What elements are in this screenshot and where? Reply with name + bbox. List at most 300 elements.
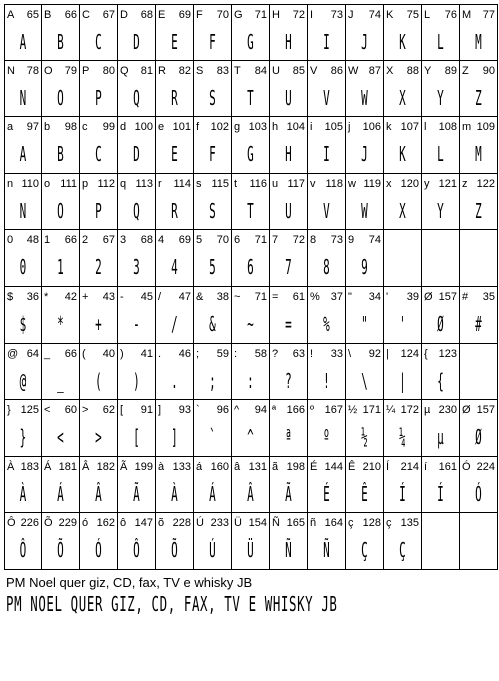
glyph-label bbox=[7, 233, 39, 247]
glyph-label bbox=[348, 177, 381, 191]
glyph-cell bbox=[156, 117, 194, 174]
glyph-label bbox=[310, 120, 343, 134]
glyph-sample: Â bbox=[95, 482, 102, 506]
glyph-sample: Z bbox=[475, 86, 482, 110]
glyph-cell bbox=[118, 400, 156, 457]
glyph-code: 58 bbox=[254, 348, 267, 360]
glyph-label bbox=[310, 8, 343, 22]
glyph-label bbox=[158, 64, 191, 78]
glyph-sample: M bbox=[475, 142, 482, 166]
glyph-code: 43 bbox=[102, 291, 115, 303]
glyph-code: 100 bbox=[134, 121, 153, 133]
glyph-sample: Ñ bbox=[285, 538, 292, 562]
glyph-cell bbox=[422, 117, 460, 174]
glyph-label bbox=[44, 347, 77, 361]
glyph-cell bbox=[346, 344, 384, 400]
glyph-character: D bbox=[120, 9, 128, 21]
glyph-character: . bbox=[158, 348, 162, 360]
glyph-label bbox=[82, 403, 115, 417]
glyph-code: 120 bbox=[400, 178, 419, 190]
glyph-cell bbox=[118, 117, 156, 174]
glyph-character: _ bbox=[44, 348, 51, 360]
glyph-code: 82 bbox=[178, 65, 191, 77]
glyph-sample: E bbox=[171, 30, 178, 54]
glyph-cell bbox=[384, 344, 422, 400]
glyph-cell bbox=[308, 344, 346, 400]
glyph-code: 122 bbox=[476, 178, 495, 190]
glyph-label bbox=[44, 120, 77, 134]
glyph-cell bbox=[460, 513, 498, 570]
glyph-character: m bbox=[462, 121, 472, 133]
glyph-label bbox=[234, 233, 267, 247]
glyph-sample: W bbox=[361, 199, 368, 223]
glyph-sample: S bbox=[209, 86, 216, 110]
glyph-character: Ø bbox=[424, 291, 433, 303]
glyph-label bbox=[272, 8, 305, 22]
glyph-sample: @ bbox=[19, 369, 27, 393]
glyph-character: X bbox=[386, 65, 394, 77]
glyph-label bbox=[120, 347, 153, 361]
glyph-sample: O bbox=[57, 86, 64, 110]
glyph-sample: J bbox=[361, 142, 368, 166]
glyph-sample: Ñ bbox=[323, 538, 330, 562]
glyph-character: Ô bbox=[7, 517, 16, 529]
glyph-code: 171 bbox=[362, 404, 381, 416]
glyph-sample: Y bbox=[437, 199, 444, 223]
glyph-cell bbox=[308, 61, 346, 117]
glyph-label bbox=[82, 120, 115, 134]
glyph-character: h bbox=[272, 121, 279, 133]
glyph-cell bbox=[460, 117, 498, 174]
glyph-sample: ! bbox=[323, 369, 330, 393]
glyph-character: Õ bbox=[44, 517, 53, 529]
glyph-cell bbox=[232, 344, 270, 400]
glyph-sample: L bbox=[437, 30, 444, 54]
glyph-code: 90 bbox=[482, 65, 495, 77]
glyph-label bbox=[348, 290, 381, 304]
glyph-code: 110 bbox=[21, 178, 39, 190]
glyph-sample: K bbox=[399, 142, 406, 166]
glyph-label bbox=[196, 177, 229, 191]
sample-rendered-text: PM NOEL QUER GIZ, CD, FAX, TV E WHISKY JB bbox=[6, 592, 338, 616]
glyph-label bbox=[158, 233, 191, 247]
glyph-character: $ bbox=[7, 291, 14, 303]
glyph-sample: Ã bbox=[285, 482, 292, 506]
glyph-character: Ó bbox=[462, 461, 471, 473]
glyph-character: % bbox=[310, 291, 320, 303]
glyph-sample: V bbox=[323, 199, 330, 223]
glyph-sample: X bbox=[399, 199, 406, 223]
glyph-character: z bbox=[462, 178, 468, 190]
glyph-character: N bbox=[7, 65, 15, 77]
glyph-cell bbox=[80, 400, 118, 457]
glyph-code: 38 bbox=[216, 291, 229, 303]
glyph-label bbox=[44, 290, 77, 304]
glyph-character: A bbox=[7, 9, 15, 21]
glyph-character: Í bbox=[386, 461, 390, 473]
glyph-cell bbox=[194, 117, 232, 174]
glyph-label bbox=[462, 8, 495, 22]
glyph-character: | bbox=[386, 348, 389, 360]
glyph-character: ! bbox=[310, 348, 314, 360]
glyph-sample: A bbox=[19, 142, 27, 166]
glyph-cell bbox=[232, 513, 270, 570]
glyph-code: 116 bbox=[249, 178, 267, 190]
glyph-sample: ª bbox=[285, 425, 292, 449]
glyph-character: µ bbox=[424, 404, 431, 416]
glyph-code: 67 bbox=[102, 9, 115, 21]
glyph-code: 162 bbox=[96, 517, 115, 529]
glyph-sample: 0 bbox=[19, 255, 27, 279]
glyph-character: r bbox=[158, 178, 162, 190]
glyph-label bbox=[120, 233, 153, 247]
glyph-sample: Ú bbox=[209, 538, 216, 562]
glyph-sample: Ø bbox=[437, 312, 444, 336]
glyph-label bbox=[348, 233, 381, 247]
glyph-sample: Á bbox=[57, 482, 64, 506]
glyph-code: 72 bbox=[292, 234, 305, 246]
glyph-sample: > bbox=[95, 425, 102, 449]
glyph-code: 131 bbox=[248, 461, 267, 473]
glyph-cell bbox=[4, 513, 42, 570]
glyph-character: > bbox=[82, 404, 89, 416]
glyph-label bbox=[424, 347, 457, 361]
glyph-code: 117 bbox=[287, 178, 305, 190]
glyph-code: 75 bbox=[406, 9, 419, 21]
glyph-sample: Ø bbox=[475, 425, 482, 449]
glyph-cell bbox=[156, 287, 194, 344]
glyph-label bbox=[424, 177, 457, 191]
glyph-character: } bbox=[7, 404, 11, 416]
glyph-code: 59 bbox=[216, 348, 229, 360]
glyph-label bbox=[120, 460, 153, 474]
glyph-label bbox=[386, 64, 419, 78]
glyph-label bbox=[196, 64, 229, 78]
glyph-cell bbox=[118, 174, 156, 230]
glyph-cell bbox=[42, 457, 80, 513]
glyph-cell bbox=[422, 4, 460, 61]
glyph-character: Ü bbox=[234, 517, 242, 529]
glyph-code: 166 bbox=[286, 404, 305, 416]
glyph-code: 230 bbox=[438, 404, 457, 416]
glyph-character: { bbox=[424, 348, 428, 360]
glyph-character: õ bbox=[158, 517, 165, 529]
glyph-cell bbox=[308, 400, 346, 457]
glyph-character: S bbox=[196, 65, 204, 77]
glyph-label bbox=[424, 8, 457, 22]
glyph-sample: $ bbox=[19, 312, 27, 336]
glyph-label bbox=[310, 460, 343, 474]
glyph-code: 167 bbox=[324, 404, 343, 416]
glyph-cell bbox=[156, 513, 194, 570]
glyph-character: à bbox=[158, 461, 165, 473]
glyph-code: 66 bbox=[64, 234, 77, 246]
glyph-character: ½ bbox=[348, 404, 358, 416]
glyph-label bbox=[234, 177, 267, 191]
glyph-label bbox=[310, 516, 343, 530]
glyph-label bbox=[7, 403, 39, 417]
glyph-character: P bbox=[82, 65, 90, 77]
glyph-code: 85 bbox=[292, 65, 305, 77]
glyph-code: 121 bbox=[438, 178, 457, 190]
glyph-sample: / bbox=[171, 312, 178, 336]
glyph-label bbox=[234, 460, 267, 474]
glyph-label bbox=[7, 516, 39, 530]
glyph-label bbox=[196, 460, 229, 474]
glyph-sample: 9 bbox=[361, 255, 368, 279]
glyph-cell bbox=[384, 230, 422, 287]
glyph-character: H bbox=[272, 9, 280, 21]
glyph-character: < bbox=[44, 404, 51, 416]
glyph-character: Á bbox=[44, 461, 52, 473]
glyph-character: â bbox=[234, 461, 241, 473]
glyph-label bbox=[424, 64, 457, 78]
glyph-code: 112 bbox=[97, 178, 115, 190]
glyph-sample: Ó bbox=[95, 538, 102, 562]
glyph-cell bbox=[460, 457, 498, 513]
glyph-cell bbox=[384, 513, 422, 570]
glyph-code: 35 bbox=[482, 291, 495, 303]
glyph-sample: [ bbox=[133, 425, 140, 449]
glyph-code: 65 bbox=[26, 9, 39, 21]
glyph-code: 62 bbox=[102, 404, 115, 416]
glyph-cell bbox=[194, 174, 232, 230]
glyph-label bbox=[348, 516, 381, 530]
glyph-sample: E bbox=[171, 142, 178, 166]
glyph-sample: & bbox=[209, 312, 216, 336]
glyph-character: Ã bbox=[120, 461, 128, 473]
glyph-character: f bbox=[196, 121, 200, 133]
glyph-cell bbox=[156, 4, 194, 61]
glyph-cell bbox=[308, 117, 346, 174]
glyph-character: ) bbox=[120, 348, 124, 360]
glyph-cell bbox=[346, 61, 384, 117]
glyph-label bbox=[462, 290, 495, 304]
glyph-character: ô bbox=[120, 517, 127, 529]
glyph-cell bbox=[42, 117, 80, 174]
glyph-sample: µ bbox=[437, 425, 444, 449]
glyph-cell bbox=[4, 174, 42, 230]
glyph-code: 111 bbox=[60, 178, 77, 190]
glyph-label bbox=[310, 347, 343, 361]
glyph-label bbox=[386, 177, 419, 191]
glyph-label bbox=[272, 516, 305, 530]
glyph-cell bbox=[270, 287, 308, 344]
glyph-code: 118 bbox=[325, 178, 343, 190]
glyph-character: É bbox=[310, 461, 318, 473]
glyph-sample: B bbox=[57, 142, 64, 166]
glyph-code: 83 bbox=[216, 65, 229, 77]
glyph-sample: { bbox=[437, 369, 444, 393]
glyph-character: 6 bbox=[234, 234, 241, 246]
glyph-code: 36 bbox=[26, 291, 39, 303]
glyph-label bbox=[386, 403, 419, 417]
glyph-cell bbox=[80, 457, 118, 513]
glyph-code: 144 bbox=[324, 461, 343, 473]
glyph-code: 125 bbox=[20, 404, 39, 416]
glyph-cell bbox=[346, 230, 384, 287]
glyph-sample: T bbox=[247, 86, 254, 110]
glyph-character: Ø bbox=[462, 404, 471, 416]
glyph-label bbox=[234, 64, 267, 78]
glyph-cell bbox=[42, 513, 80, 570]
glyph-cell bbox=[42, 287, 80, 344]
glyph-label bbox=[196, 347, 229, 361]
glyph-character: - bbox=[120, 291, 124, 303]
glyph-label bbox=[82, 8, 115, 22]
glyph-label bbox=[44, 233, 77, 247]
glyph-sample: ) bbox=[133, 369, 140, 393]
glyph-cell bbox=[422, 61, 460, 117]
glyph-cell bbox=[156, 457, 194, 513]
glyph-sample: 3 bbox=[133, 255, 140, 279]
glyph-character: ~ bbox=[234, 291, 241, 303]
glyph-cell bbox=[194, 400, 232, 457]
glyph-character: w bbox=[348, 178, 356, 190]
glyph-character: a bbox=[7, 121, 14, 133]
glyph-sample: À bbox=[19, 482, 27, 506]
glyph-character: K bbox=[386, 9, 394, 21]
glyph-sample: _ bbox=[57, 369, 64, 393]
glyph-code: 228 bbox=[172, 517, 191, 529]
glyph-cell bbox=[346, 457, 384, 513]
glyph-cell bbox=[270, 61, 308, 117]
glyph-sample: ~ bbox=[247, 312, 254, 336]
glyph-sample: Y bbox=[437, 86, 444, 110]
glyph-sample: Q bbox=[133, 199, 140, 223]
glyph-character: ' bbox=[386, 291, 389, 303]
glyph-sample: C bbox=[95, 142, 102, 166]
glyph-sample: R bbox=[171, 86, 178, 110]
glyph-label bbox=[196, 403, 229, 417]
glyph-character: 8 bbox=[310, 234, 317, 246]
glyph-sample: X bbox=[399, 86, 406, 110]
glyph-code: 80 bbox=[102, 65, 115, 77]
glyph-cell bbox=[270, 344, 308, 400]
glyph-sample: M bbox=[475, 30, 482, 54]
glyph-cell bbox=[118, 287, 156, 344]
glyph-label bbox=[272, 347, 305, 361]
glyph-code: 182 bbox=[96, 461, 115, 473]
glyph-label bbox=[82, 64, 115, 78]
glyph-label bbox=[272, 120, 305, 134]
glyph-sample: G bbox=[247, 30, 254, 54]
glyph-sample: C bbox=[95, 30, 102, 54]
glyph-sample: + bbox=[95, 312, 102, 336]
glyph-sample: ^ bbox=[247, 425, 254, 449]
glyph-character: 5 bbox=[196, 234, 203, 246]
glyph-sample: Ê bbox=[361, 482, 368, 506]
glyph-label bbox=[82, 177, 115, 191]
glyph-character: Ñ bbox=[272, 517, 280, 529]
glyph-sample: D bbox=[133, 142, 140, 166]
glyph-cell bbox=[460, 400, 498, 457]
glyph-code: 78 bbox=[26, 65, 39, 77]
glyph-sample: Ã bbox=[133, 482, 140, 506]
glyph-character: G bbox=[234, 9, 243, 21]
glyph-sample: 5 bbox=[209, 255, 216, 279]
glyph-label bbox=[158, 403, 191, 417]
glyph-sample: } bbox=[19, 425, 27, 449]
glyph-label bbox=[120, 64, 153, 78]
glyph-sample: Ç bbox=[361, 538, 368, 562]
glyph-sample: Ü bbox=[247, 538, 254, 562]
glyph-character: Q bbox=[120, 65, 129, 77]
glyph-character: Z bbox=[462, 65, 469, 77]
glyph-label bbox=[7, 290, 39, 304]
glyph-sample: ½ bbox=[361, 425, 368, 449]
glyph-cell bbox=[194, 457, 232, 513]
glyph-sample: < bbox=[57, 425, 64, 449]
glyph-label bbox=[120, 120, 153, 134]
glyph-sample: G bbox=[247, 142, 254, 166]
glyph-label bbox=[348, 120, 381, 134]
glyph-label bbox=[120, 8, 153, 22]
character-map-grid bbox=[4, 4, 498, 570]
glyph-sample: 6 bbox=[247, 255, 254, 279]
glyph-sample: ' bbox=[399, 312, 406, 336]
glyph-character: L bbox=[424, 9, 431, 21]
glyph-cell bbox=[270, 400, 308, 457]
glyph-sample: 2 bbox=[95, 255, 102, 279]
glyph-code: 87 bbox=[368, 65, 381, 77]
glyph-sample: A bbox=[19, 30, 27, 54]
glyph-label bbox=[272, 460, 305, 474]
glyph-code: 160 bbox=[210, 461, 229, 473]
glyph-character: º bbox=[310, 404, 315, 416]
glyph-cell bbox=[270, 457, 308, 513]
glyph-sample: T bbox=[247, 199, 254, 223]
glyph-character: u bbox=[272, 178, 279, 190]
glyph-code: 104 bbox=[286, 121, 305, 133]
glyph-label bbox=[310, 177, 343, 191]
glyph-cell bbox=[270, 4, 308, 61]
glyph-character: c bbox=[82, 121, 88, 133]
glyph-code: 94 bbox=[254, 404, 267, 416]
glyph-character: ñ bbox=[310, 517, 317, 529]
glyph-code: 135 bbox=[400, 517, 419, 529]
glyph-cell bbox=[232, 174, 270, 230]
glyph-character: Ú bbox=[196, 517, 204, 529]
glyph-character: ( bbox=[82, 348, 86, 360]
glyph-code: 46 bbox=[178, 348, 191, 360]
glyph-cell bbox=[384, 400, 422, 457]
glyph-label bbox=[7, 177, 39, 191]
glyph-label bbox=[158, 290, 191, 304]
glyph-label bbox=[272, 403, 305, 417]
glyph-character: i bbox=[310, 121, 313, 133]
glyph-sample: Ó bbox=[475, 482, 482, 506]
glyph-code: 164 bbox=[324, 517, 343, 529]
glyph-cell bbox=[232, 287, 270, 344]
glyph-code: 33 bbox=[330, 348, 343, 360]
glyph-character: d bbox=[120, 121, 127, 133]
glyph-label bbox=[44, 516, 77, 530]
glyph-code: 69 bbox=[178, 9, 191, 21]
glyph-character: B bbox=[44, 9, 52, 21]
glyph-sample: F bbox=[209, 30, 216, 54]
glyph-sample: I bbox=[323, 30, 330, 54]
glyph-sample: U bbox=[285, 199, 292, 223]
glyph-cell bbox=[384, 117, 422, 174]
glyph-sample: ` bbox=[209, 425, 216, 449]
glyph-character: Â bbox=[82, 461, 90, 473]
glyph-label bbox=[7, 8, 39, 22]
glyph-label bbox=[234, 8, 267, 22]
glyph-label bbox=[310, 64, 343, 78]
glyph-sample: ? bbox=[285, 369, 292, 393]
glyph-cell bbox=[460, 344, 498, 400]
